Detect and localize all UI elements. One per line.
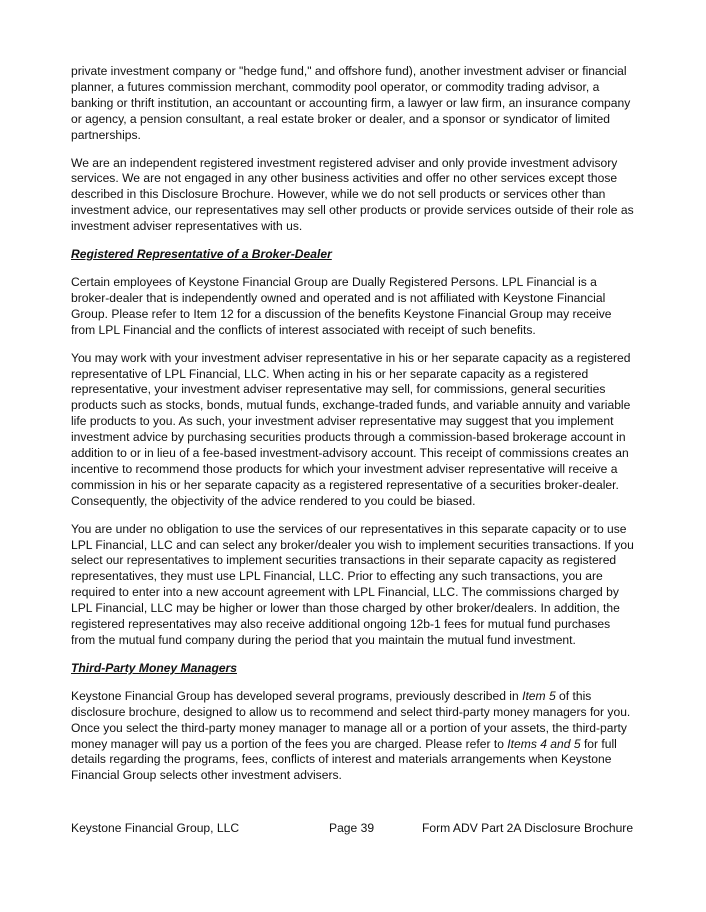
- paragraph-text: for full details regarding the programs, fees, conflicts of interest and materials arrangements when Keystone Financial Group selects other investment advisers.: [71, 736, 617, 783]
- document-body: [71, 64, 637, 796]
- paragraph-dually-registered: Certain employees of Keystone Financial Group are Dually Registered Persons. LPL Financial is a broker-dealer that is independently owned and operated and is not affiliated with Keystone Financial Group. Please refer to Item 12 for a discussion of the benefits Keystone Financial Group may receive from LPL Financial and the conflicts of interest associated with receipt of such benefits.: [71, 274, 612, 337]
- heading-broker-dealer: Registered Representative of a Broker-Dealer: [71, 247, 332, 262]
- paragraph-investment-types: private investment company or "hedge fund," and offshore fund), another investment adviser or financial planner, a futures commission merchant, commodity pool operator, or commodity trading advisor, a banking or thrift institution, an accountant or accounting firm, a lawyer or law firm, an insurance company or agency, a pension consultant, a real estate broker or dealer, and a sponsor or syndicator of limited partnerships.: [71, 64, 631, 142]
- footer-page-number: Page 39: [329, 821, 375, 835]
- footer-company: Keystone Financial Group, LLC: [71, 821, 240, 835]
- paragraph-text: of this disclosure brochure, designed to allow us to recommend and select third-party money managers for you. Once you select the third-party money manager to manage all or a portion of your assets, the third-party money manager will pay us a portion of the fees you are charged. Please refer to: [71, 688, 631, 751]
- footer-document-title: Form ADV Part 2A Disclosure Brochure: [422, 821, 634, 835]
- heading-third-party-managers: Third-Party Money Managers: [71, 660, 237, 675]
- paragraph-third-party-programs: [71, 689, 637, 784]
- paragraph-independent-adviser: We are an independent registered investment registered adviser and only provide investment advisory services. We are not engaged in any other business activities and offer no other services except those described in this Disclosure Brochure. However, while we do not sell products or services other than investment advice, our representatives may sell other products or provide services outside of their role as investment adviser representatives with us.: [71, 155, 634, 234]
- paragraph-text: Keystone Financial Group has developed several programs, previously described in: [71, 688, 523, 703]
- paragraph-separate-capacity: You may work with your investment adviser representative in his or her separate capacity as a registered representative of LPL Financial, LLC. When acting in his or her separate capacity as a registered representative, your investment adviser representative may sell, for commissions, general securities products such as stocks, bonds, mutual funds, exchange-traded funds, and variable annuity and variable life products to you. As such, your investment adviser representative may suggest that you implement investment advice by purchasing securities products through a commission-based brokerage account in addition to or in lieu of a fee-based investment-advisory account. This receipt of commissions creates an incentive to recommend those products for which your investment adviser representative will receive a commission in his or her separate capacity as a registered representative of a securities broker-dealer. Consequently, the objectivity of the advice rendered to you could be biased.: [71, 350, 631, 508]
- item-reference: Item 5: [522, 688, 556, 703]
- paragraph-no-obligation: You are under no obligation to use the services of our representatives in this separate capacity or to use LPL Financial, LLC and can select any broker/dealer you wish to implement securities transactions. If you select our representatives to implement securities transactions in their separate capacity as registered representatives, they must use LPL Financial, LLC. Prior to effecting any such transactions, you are required to enter into a new account agreement with LPL Financial, LLC. The commissions charged by LPL Financial, LLC may be higher or lower than those charged by other broker/dealers. In addition, the registered representatives may also receive additional ongoing 12b-1 fees for mutual fund purchases from the mutual fund company during the period that you maintain the mutual fund investment.: [71, 521, 634, 647]
- item-reference: Items 4 and 5: [507, 736, 581, 751]
